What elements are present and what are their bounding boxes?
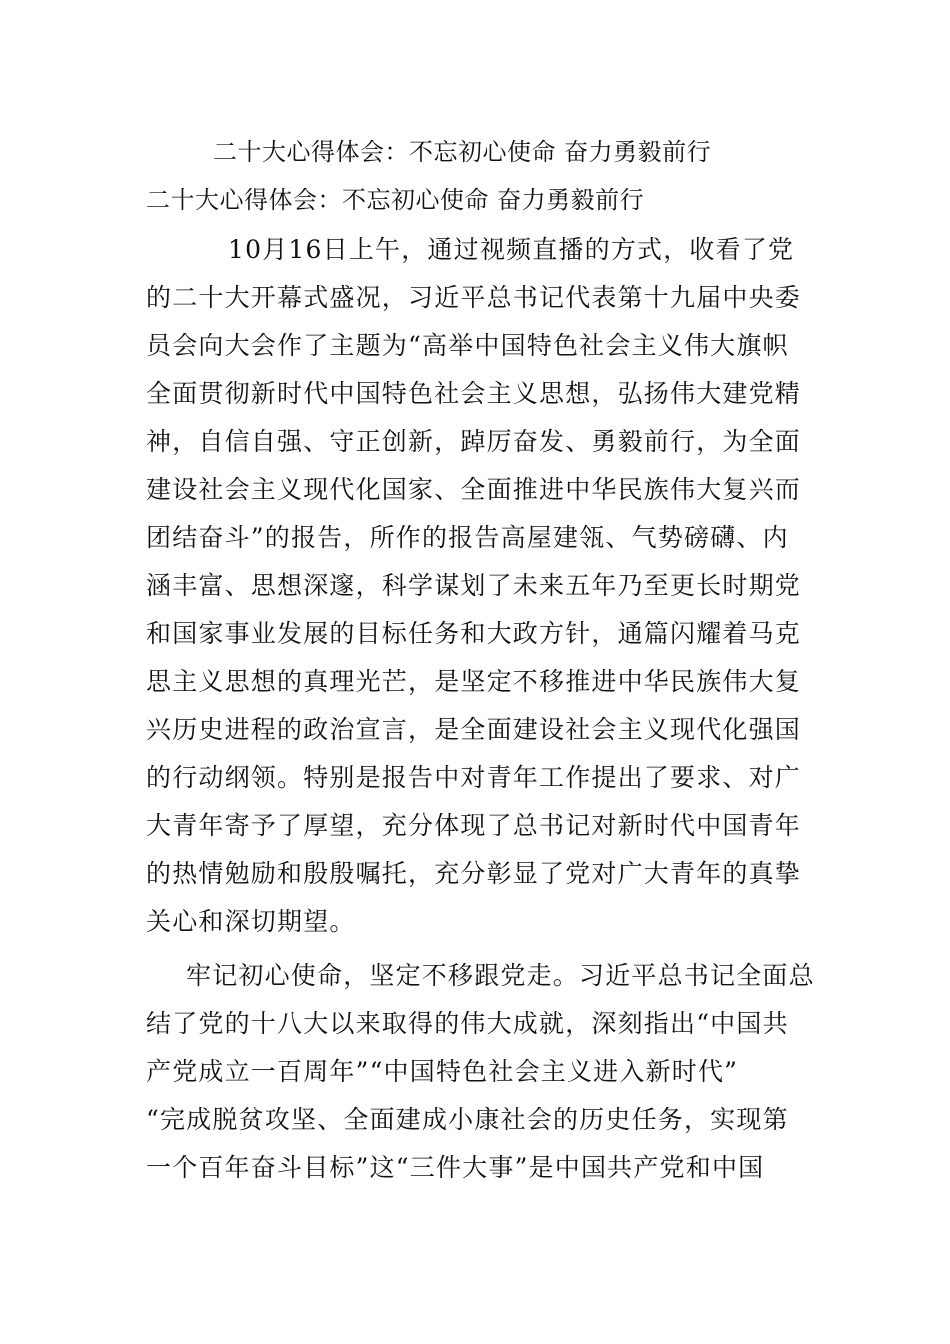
document-title: 二十大心得体会：不忘初心使命 奋力勇毅前行 xyxy=(213,138,712,166)
paragraph-1-line-10: 思主义思想的真理光芒，是坚定不移推进中华民族伟大复 xyxy=(146,667,802,696)
paragraph-1-line-9: 和国家事业发展的目标任务和大政方针，通篇闪耀着马克 xyxy=(146,619,802,648)
paragraph-1-line-7: 团结奋斗”的报告，所作的报告高屋建瓴、气势磅礴、内 xyxy=(146,523,789,552)
paragraph-1-line-11: 兴历史进程的政治宣言，是全面建设社会主义现代化强国 xyxy=(146,715,802,744)
paragraph-1-line-14: 的热情勉励和殷殷嘱托，充分彰显了党对广大青年的真挚 xyxy=(146,859,802,888)
paragraph-2-line-2: 结了党的十八大以来取得的伟大成就，深刻指出“中国共 xyxy=(146,1009,789,1038)
paragraph-1-line-5: 神，自信自强、守正创新，踔厉奋发、勇毅前行，为全面 xyxy=(146,427,802,456)
paragraph-1-line-8: 涵丰富、思想深邃，科学谋划了未来五年乃至更长时期党 xyxy=(146,571,802,600)
paragraph-1-line-6: 建设社会主义现代化国家、全面推进中华民族伟大复兴而 xyxy=(146,475,802,504)
paragraph-1-line-1: 10月16日上午，通过视频直播的方式，收看了党 xyxy=(228,235,795,264)
paragraph-2-line-1: 牢记初心使命，坚定不移跟党走。习近平总书记全面总 xyxy=(186,961,815,990)
paragraph-2-line-4: “完成脱贫攻坚、全面建成小康社会的历史任务，实现第 xyxy=(146,1105,789,1134)
document-subtitle: 二十大心得体会：不忘初心使命 奋力勇毅前行 xyxy=(146,186,645,214)
paragraph-1-line-3: 员会向大会作了主题为“高举中国特色社会主义伟大旗帜 xyxy=(146,331,789,360)
paragraph-1-line-2: 的二十大开幕式盛况，习近平总书记代表第十九届中央委 xyxy=(146,283,802,312)
paragraph-1-line-4: 全面贯彻新时代中国特色社会主义思想，弘扬伟大建党精 xyxy=(146,379,802,408)
paragraph-1-line-15: 关心和深切期望。 xyxy=(146,907,356,936)
paragraph-1-line-13: 大青年寄予了厚望，充分体现了总书记对新时代中国青年 xyxy=(146,811,802,840)
paragraph-2-line-5: 一个百年奋斗目标”这“三件大事”是中国共产党和中国 xyxy=(146,1153,765,1182)
paragraph-1-line-12: 的行动纲领。特别是报告中对青年工作提出了要求、对广 xyxy=(146,763,802,792)
paragraph-2-line-3: 产党成立一百周年”“中国特色社会主义进入新时代” xyxy=(146,1057,739,1086)
